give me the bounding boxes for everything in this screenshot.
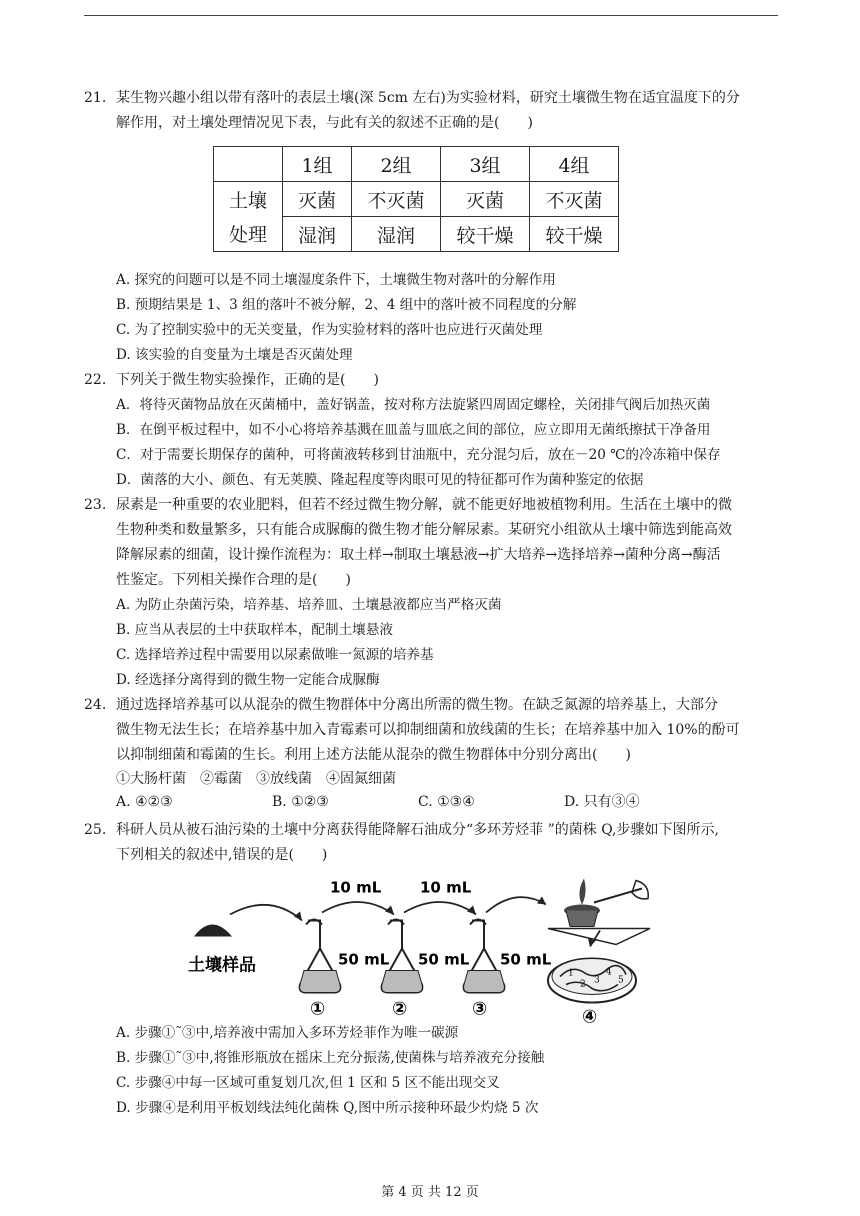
option-a: A. 步骤①˜③中,培养液中需加入多环芳烃菲作为唯一碳源 [116,1025,459,1041]
table-cell: 不灭菌 [352,182,441,217]
option-d: D. 该实验的自变量为土壤是否灭菌处理 [116,347,353,363]
option-b: B. 应当从表层的土中获取样本，配制土壤悬液 [116,622,393,638]
table-cell: 较干燥 [441,217,530,252]
petri-dish [548,959,636,1028]
option-d: D. 步骤④是利用平板划线法纯化菌株 Q,图中所示接种环最少灼烧 5 次 [116,1100,539,1116]
table-header: 2组 [352,147,441,182]
flask-2 [382,920,470,1020]
question-number: 24. [84,697,107,713]
table-row [214,217,619,252]
soil-mound-icon [194,925,232,937]
question-24-cont: 微生物无法生长；在培养基中加入青霉素可以抑制细菌和放线菌的生长；在培养基中加入 10%的酚可 [116,722,740,738]
option-b: B. ①②③ [272,794,329,810]
question-23 [84,493,778,518]
page-footer: 第 4 页 共 12 页 [381,1185,479,1200]
option-d: D. 经选择分离得到的微生物一定能合成脲酶 [116,672,380,688]
transfer-label: 10 mL [420,878,472,897]
zone-label: 3 [594,975,600,986]
question-23-cont: 降解尿素的细菌，设计操作流程为：取土样→制取土壤悬液→扩大培养→选择培养→菌种分离→酶活 [116,547,721,563]
table-header: 3组 [441,147,530,182]
table-row [214,182,619,217]
choice-list: ①大肠杆菌 ②霉菌 ③放线菌 ④固氮细菌 [116,771,396,787]
question-21-cont: 解作用，对土壤处理情况见下表，与此有关的叙述不正确的是( ) [116,115,533,131]
question-25 [84,818,778,843]
option-a: A. ④②③ [116,794,173,810]
option-c: C. ①③④ [418,794,475,810]
question-number: 21. [84,90,107,106]
option-d: D. 只有③④ [564,794,640,810]
flask-3 [464,920,552,1020]
question-text: 某生物兴趣小组以带有落叶的表层土壤(深 5cm 左右)为实验材料，研究土壤微生物在适宜温度下的分 [116,90,740,106]
isolation-diagram [180,862,670,1047]
row-label: 处理 [214,217,283,252]
table-cell: 灭菌 [283,182,352,217]
question-text: 尿素是一种重要的农业肥料，但若不经过微生物分解，就不能更好地被植物利用。生活在土壤中的微 [116,497,732,513]
step-2-label: ② [392,998,408,1020]
flask-1 [300,920,390,1020]
soil-treatment-table [213,146,619,252]
table-cell: 湿润 [352,217,441,252]
transfer-label: 10 mL [330,878,382,897]
question-text: 通过选择培养基可以从混杂的微生物群体中分离出所需的微生物。在缺乏氮源的培养基上，大部分 [116,697,718,713]
row-label: 土壤 [214,182,283,217]
step-3-label: ③ [472,998,488,1020]
volume-label: 50 mL [500,950,552,969]
question-24 [84,693,778,718]
soil-label: 土壤样品 [188,955,256,976]
option-c: C. 为了控制实验中的无关变量，作为实验材料的落叶也应进行灭菌处理 [116,322,543,338]
option-b: B．在倒平板过程中，如不小心将培养基溅在皿盖与皿底之间的部位，应立即用无菌纸擦拭干净备用 [116,422,711,438]
question-number: 22. [84,372,107,388]
option-row [116,790,736,815]
table-cell: 不灭菌 [530,182,619,217]
option-a: A. 为防止杂菌污染，培养基、培养皿、土壤悬液都应当严格灭菌 [116,597,502,613]
question-23-cont: 生物种类和数量繁多，只有能合成脲酶的微生物才能分解尿素。某研究小组欲从土壤中筛选到能高效 [116,522,732,538]
question-number: 23. [84,497,107,513]
question-24-cont: 以抑制细菌和霉菌的生长。利用上述方法能从混杂的微生物群体中分别分离出( ) [116,747,631,763]
question-23-cont: 性鉴定。下列相关操作合理的是( ) [116,572,351,588]
table-header: 4组 [530,147,619,182]
option-c: C. 步骤④中每一区域可重复划几次,但 1 区和 5 区不能出现交叉 [116,1075,500,1091]
zone-label: 4 [606,967,612,978]
alcohol-lamp-icon [564,879,648,927]
option-b: B. 预期结果是 1、3 组的落叶不被分解，2、4 组中的落叶被不同程度的分解 [116,297,577,313]
option-a: A．将待灭菌物品放在灭菌桶中，盖好锅盖，按对称方法旋紧四周固定螺栓，关闭排气阀后加热灭菌 [116,397,711,413]
table-row [214,147,619,182]
zone-label: 5 [618,975,624,986]
option-c: C．对于需要长期保存的菌种，可将菌液转移到甘油瓶中，充分混匀后，放在－20 ℃的冷冻箱中保存 [116,447,721,463]
option-d: D．菌落的大小、颜色、有无荚膜、隆起程度等肉眼可见的特征都可作为菌种鉴定的依据 [116,472,644,488]
table-cell: 灭菌 [441,182,530,217]
table-header: 1组 [283,147,352,182]
option-b: B. 步骤①˜③中,将锥形瓶放在摇床上充分振荡,使菌株与培养液充分接触 [116,1050,545,1066]
zone-label: 1 [568,968,574,979]
arrow-icon [294,912,302,921]
option-c: C. 选择培养过程中需要用以尿素做唯一氮源的培养基 [116,647,434,663]
question-text: 科研人员从被石油污染的土壤中分离获得能降解石油成分“多环芳烃菲 ”的菌株 Q,步骤如下图所示, [116,822,719,838]
zone-label: 2 [580,979,586,990]
table-cell: 较干燥 [530,217,619,252]
question-number: 25. [84,822,107,838]
question-25-cont: 下列相关的叙述中,错误的是( ) [116,847,328,863]
question-22 [84,368,778,393]
question-text: 下列关于微生物实验操作，正确的是( ) [116,372,379,388]
volume-label: 50 mL [338,950,390,969]
volume-label: 50 mL [418,950,470,969]
header-rule [84,15,778,16]
option-a: A. 探究的问题可以是不同土壤湿度条件下，土壤微生物对落叶的分解作用 [116,272,556,288]
step-1-label: ① [310,998,326,1020]
table-cell: 湿润 [283,217,352,252]
step-4-label: ④ [582,1006,598,1028]
question-21 [84,86,778,111]
